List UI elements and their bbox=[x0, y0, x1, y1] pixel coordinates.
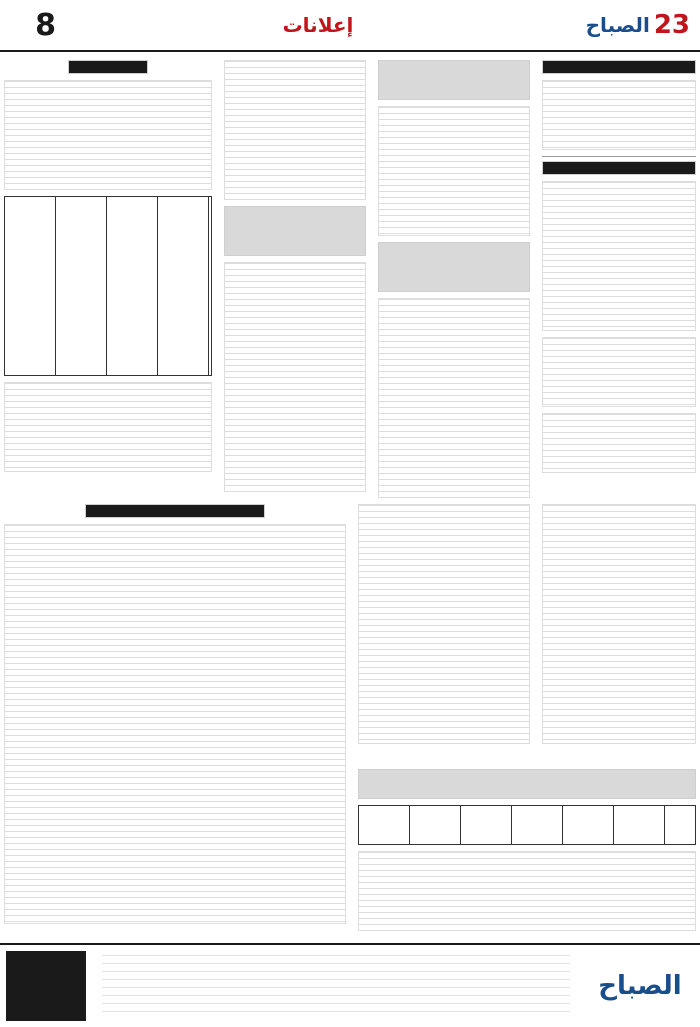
footer-contact-block bbox=[102, 955, 570, 1017]
french-notice-body bbox=[4, 524, 346, 924]
divider bbox=[542, 156, 696, 157]
notices-column-3 bbox=[220, 56, 370, 496]
bottom-table bbox=[358, 805, 696, 845]
lower-notices bbox=[354, 500, 534, 760]
footer-side-block bbox=[6, 951, 86, 1021]
logo-word: الصباح bbox=[585, 13, 650, 37]
tender-column bbox=[0, 56, 216, 496]
classified-item bbox=[542, 337, 696, 407]
tender-table bbox=[4, 196, 212, 376]
bottom-notice-body bbox=[358, 851, 696, 931]
bottom-notice bbox=[354, 765, 700, 935]
newspaper-logo bbox=[580, 5, 690, 45]
lower-classifieds bbox=[538, 500, 700, 760]
notice-item bbox=[378, 298, 530, 498]
classified-item bbox=[542, 181, 696, 331]
logo-number: 23 bbox=[653, 10, 690, 40]
notice-item bbox=[358, 504, 530, 744]
french-notice bbox=[0, 500, 350, 940]
tender-title bbox=[68, 60, 148, 74]
tender-body bbox=[4, 382, 212, 472]
institution-logo-block bbox=[378, 242, 530, 292]
company-logo-block bbox=[378, 60, 530, 100]
institution-header bbox=[358, 769, 696, 799]
notice-item bbox=[224, 262, 366, 492]
french-notice-title bbox=[85, 504, 265, 518]
page-number: 8 bbox=[35, 7, 56, 43]
institution-logo-block bbox=[224, 206, 366, 256]
page-header bbox=[0, 0, 700, 52]
classifieds-column bbox=[538, 56, 700, 496]
classified-item bbox=[542, 413, 696, 473]
notice-item bbox=[224, 60, 366, 200]
footer-logo: الصباح bbox=[598, 971, 682, 1001]
classifieds-header bbox=[542, 161, 696, 175]
classified-item bbox=[542, 80, 696, 150]
classified-item bbox=[542, 504, 696, 744]
notices-column-2 bbox=[374, 56, 534, 496]
section-title: إعلانات bbox=[282, 13, 354, 37]
classifieds-header bbox=[542, 60, 696, 74]
tender-body bbox=[4, 80, 212, 190]
page-footer bbox=[0, 943, 700, 1027]
notice-item bbox=[378, 106, 530, 236]
